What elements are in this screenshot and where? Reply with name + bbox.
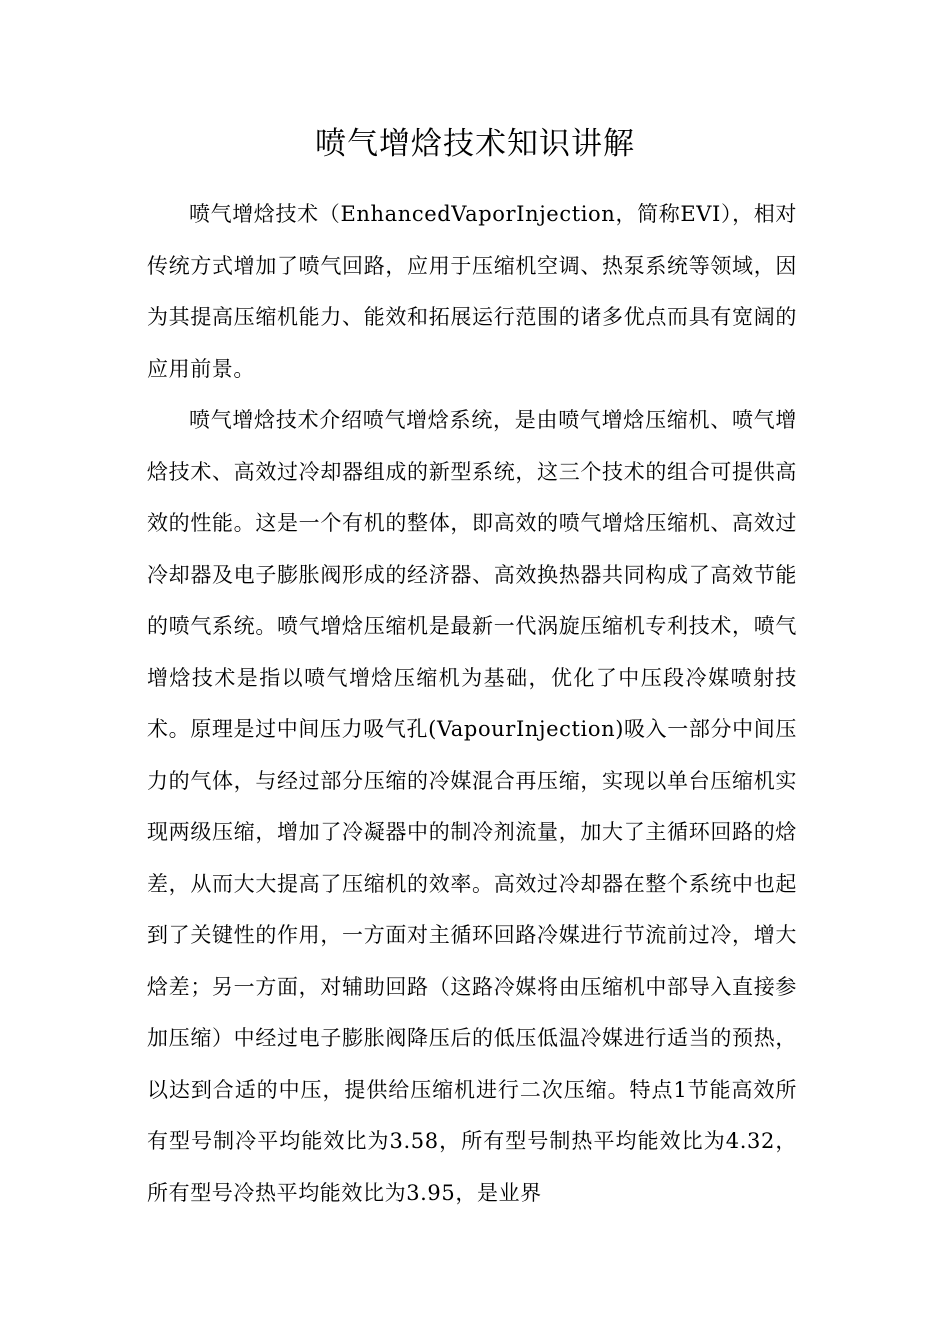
document-body bbox=[147, 189, 797, 1219]
document-title: 喷气增焓技术知识讲解 bbox=[315, 126, 635, 162]
paragraph-system-description: 喷气增焓技术介绍喷气增焓系统，是由喷气增焓压缩机、喷气增焓技术、高效过冷却器组成的新型系统，这三个技术的组合可提供高效的性能。这是一个有机的整体，即高效的喷气增焓压缩机、高效过冷却器及电子膨胀阀形成的经济器、高效换热器共同构成了高效节能的喷气系统。喷气增焓压缩机是最新一代涡旋压缩机专利技术，喷气增焓技术是指以喷气增焓压缩机为基础，优化了中压段冷媒喷射技术。原理是过中间压力吸气孔(VapourInjection)吸入一部分中间压力的气体，与经过部分压缩的冷媒混合再压缩，实现以单台压缩机实现两级压缩，增加了冷凝器中的制冷剂流量，加大了主循环回路的焓差，从而大大提高了压缩机的效率。高效过冷却器在整个系统中也起到了关键性的作用，一方面对主循环回路冷媒进行节流前过冷，增大焓差；另一方面，对辅助回路（这路冷媒将由压缩机中部导入直接参加压缩）中经过电子膨胀阀降压后的低压低温冷媒进行适当的预热，以达到合适的中压，提供给压缩机进行二次压缩。特点1节能高效所有型号制冷平均能效比为3.58，所有型号制热平均能效比为4.32，所有型号冷热平均能效比为3.95，是业界 bbox=[147, 408, 797, 1205]
paragraph-intro: 喷气增焓技术（EnhancedVaporInjection，简称EVI），相对传统方式增加了喷气回路，应用于压缩机空调、热泵系统等领域，因为其提高压缩机能力、能效和拓展运行范围的诸多优点而具有宽阔的应用前景。 bbox=[147, 202, 797, 381]
